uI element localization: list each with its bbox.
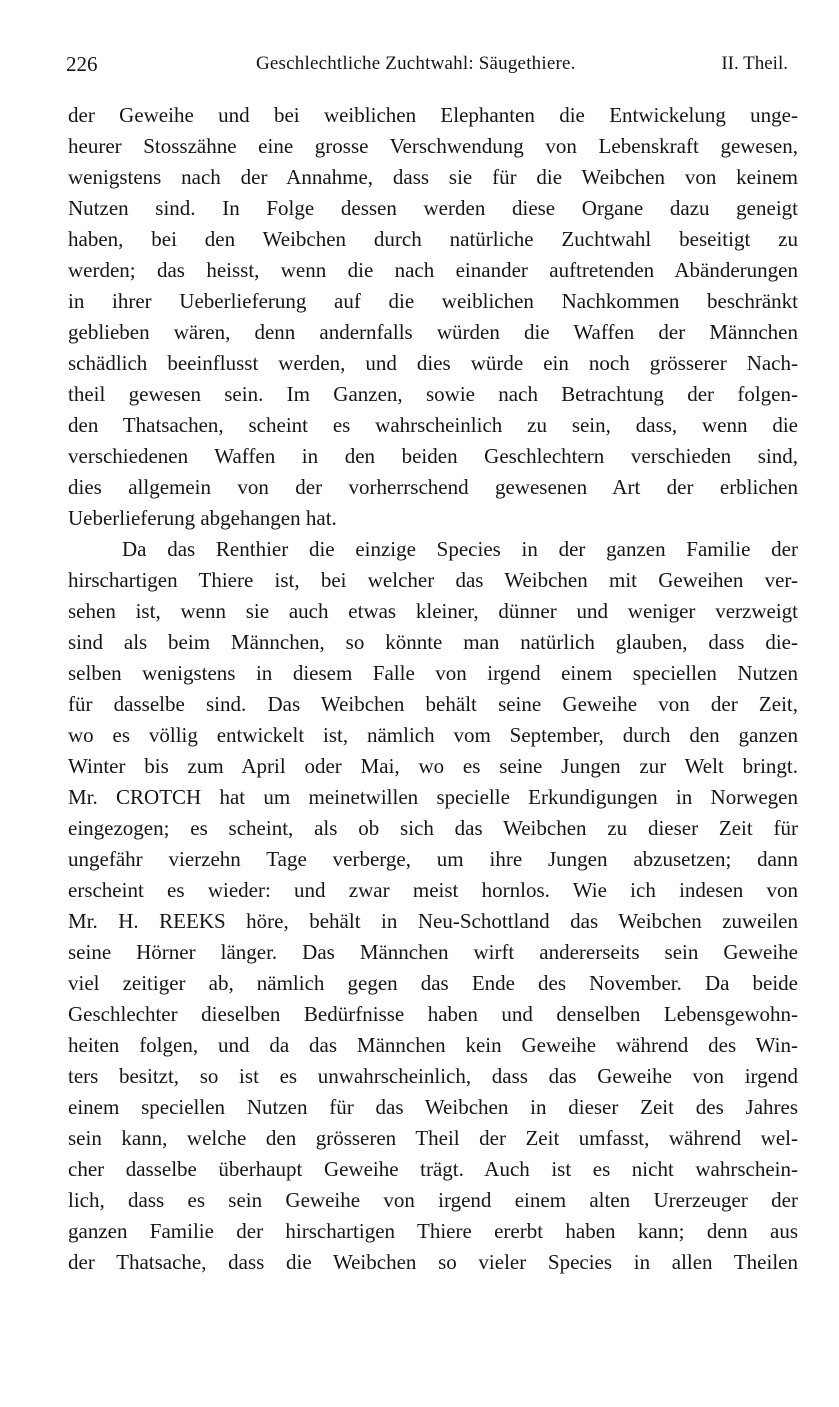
text-line: der Thatsache, dass die Weibchen so vieler Species in allen Theilen (68, 1250, 798, 1274)
body-text (68, 100, 798, 1278)
part-label: II. Theil. (721, 53, 788, 74)
text-line: ungefähr vierzehn Tage verberge, um ihre Jungen abzusetzen; dann (68, 847, 798, 871)
text-line: den Thatsachen, scheint es wahrscheinlich zu sein, dass, wenn die (68, 413, 798, 437)
text-line: Da das Renthier die einzige Species in der ganzen Familie der (122, 537, 798, 561)
text-line: wenigstens nach der Annahme, dass sie für die Weibchen von keinem (68, 165, 798, 189)
page-number: 226 (66, 52, 98, 76)
text-line: Mr. CROTCH hat um meinetwillen specielle Erkundigungen in Norwegen (68, 785, 798, 809)
text-line: cher dasselbe überhaupt Geweihe trägt. Auch ist es nicht wahrschein- (68, 1157, 798, 1181)
text-line: selben wenigstens in diesem Falle von irgend einem speciellen Nutzen (68, 661, 798, 685)
text-line: seine Hörner länger. Das Männchen wirft andererseits sein Geweihe (68, 940, 798, 964)
text-line: Ueberlieferung abgehangen hat. (68, 506, 337, 530)
text-line: für dasselbe sind. Das Weibchen behält seine Geweihe von der Zeit, (68, 692, 798, 716)
text-line: werden; das heisst, wenn die nach einander auftretenden Abänderungen (68, 258, 798, 282)
text-line: ters besitzt, so ist es unwahrscheinlich, dass das Geweihe von irgend (68, 1064, 798, 1088)
text-line: eingezogen; es scheint, als ob sich das Weibchen zu dieser Zeit für (68, 816, 798, 840)
text-line: theil gewesen sein. Im Ganzen, sowie nach Betrachtung der folgen- (68, 382, 798, 406)
text-line: sind als beim Männchen, so könnte man natürlich glauben, dass die- (68, 630, 798, 654)
text-line: Geschlechter dieselben Bedürfnisse haben und denselben Lebensgewohn- (68, 1002, 798, 1026)
text-line: Winter bis zum April oder Mai, wo es seine Jungen zur Welt bringt. (68, 754, 798, 778)
text-line: der Geweihe und bei weiblichen Elephanten die Entwickelung unge- (68, 103, 798, 127)
text-line: erscheint es wieder: und zwar meist hornlos. Wie ich indesen von (68, 878, 798, 902)
text-line: Nutzen sind. In Folge dessen werden diese Organe dazu geneigt (68, 196, 798, 220)
text-line: geblieben wären, denn andernfalls würden die Waffen der Männchen (68, 320, 798, 344)
text-line: hirschartigen Thiere ist, bei welcher das Weibchen mit Geweihen ver- (68, 568, 798, 592)
text-line: viel zeitiger ab, nämlich gegen das Ende des November. Da beide (68, 971, 798, 995)
text-line: einem speciellen Nutzen für das Weibchen in dieser Zeit des Jahres (68, 1095, 798, 1119)
text-line: dies allgemein von der vorherrschend gewesenen Art der erblichen (68, 475, 798, 499)
page-header (66, 52, 796, 82)
text-line: sein kann, welche den grösseren Theil der Zeit umfasst, während wel- (68, 1126, 798, 1150)
text-line: schädlich beeinflusst werden, und dies würde ein noch grösserer Nach- (68, 351, 798, 375)
text-line: heiten folgen, und da das Männchen kein Geweihe während des Win- (68, 1033, 798, 1057)
text-line: lich, dass es sein Geweihe von irgend einem alten Urerzeuger der (68, 1188, 798, 1212)
text-line: wo es völlig entwickelt ist, nämlich vom September, durch den ganzen (68, 723, 798, 747)
text-line: sehen ist, wenn sie auch etwas kleiner, dünner und weniger verzweigt (68, 599, 798, 623)
text-line: ganzen Familie der hirschartigen Thiere ererbt haben kann; denn aus (68, 1219, 798, 1243)
text-line: verschiedenen Waffen in den beiden Geschlechtern verschieden sind, (68, 444, 798, 468)
text-line: heurer Stosszähne eine grosse Verschwendung von Lebenskraft gewesen, (68, 134, 798, 158)
text-line: in ihrer Ueberlieferung auf die weiblichen Nachkommen beschränkt (68, 289, 798, 313)
text-line: haben, bei den Weibchen durch natürliche Zuchtwahl beseitigt zu (68, 227, 798, 251)
running-title: Geschlechtliche Zuchtwahl: Säugethiere. (256, 53, 576, 74)
text-line: Mr. H. REEKS höre, behält in Neu-Schottland das Weibchen zuweilen (68, 909, 798, 933)
